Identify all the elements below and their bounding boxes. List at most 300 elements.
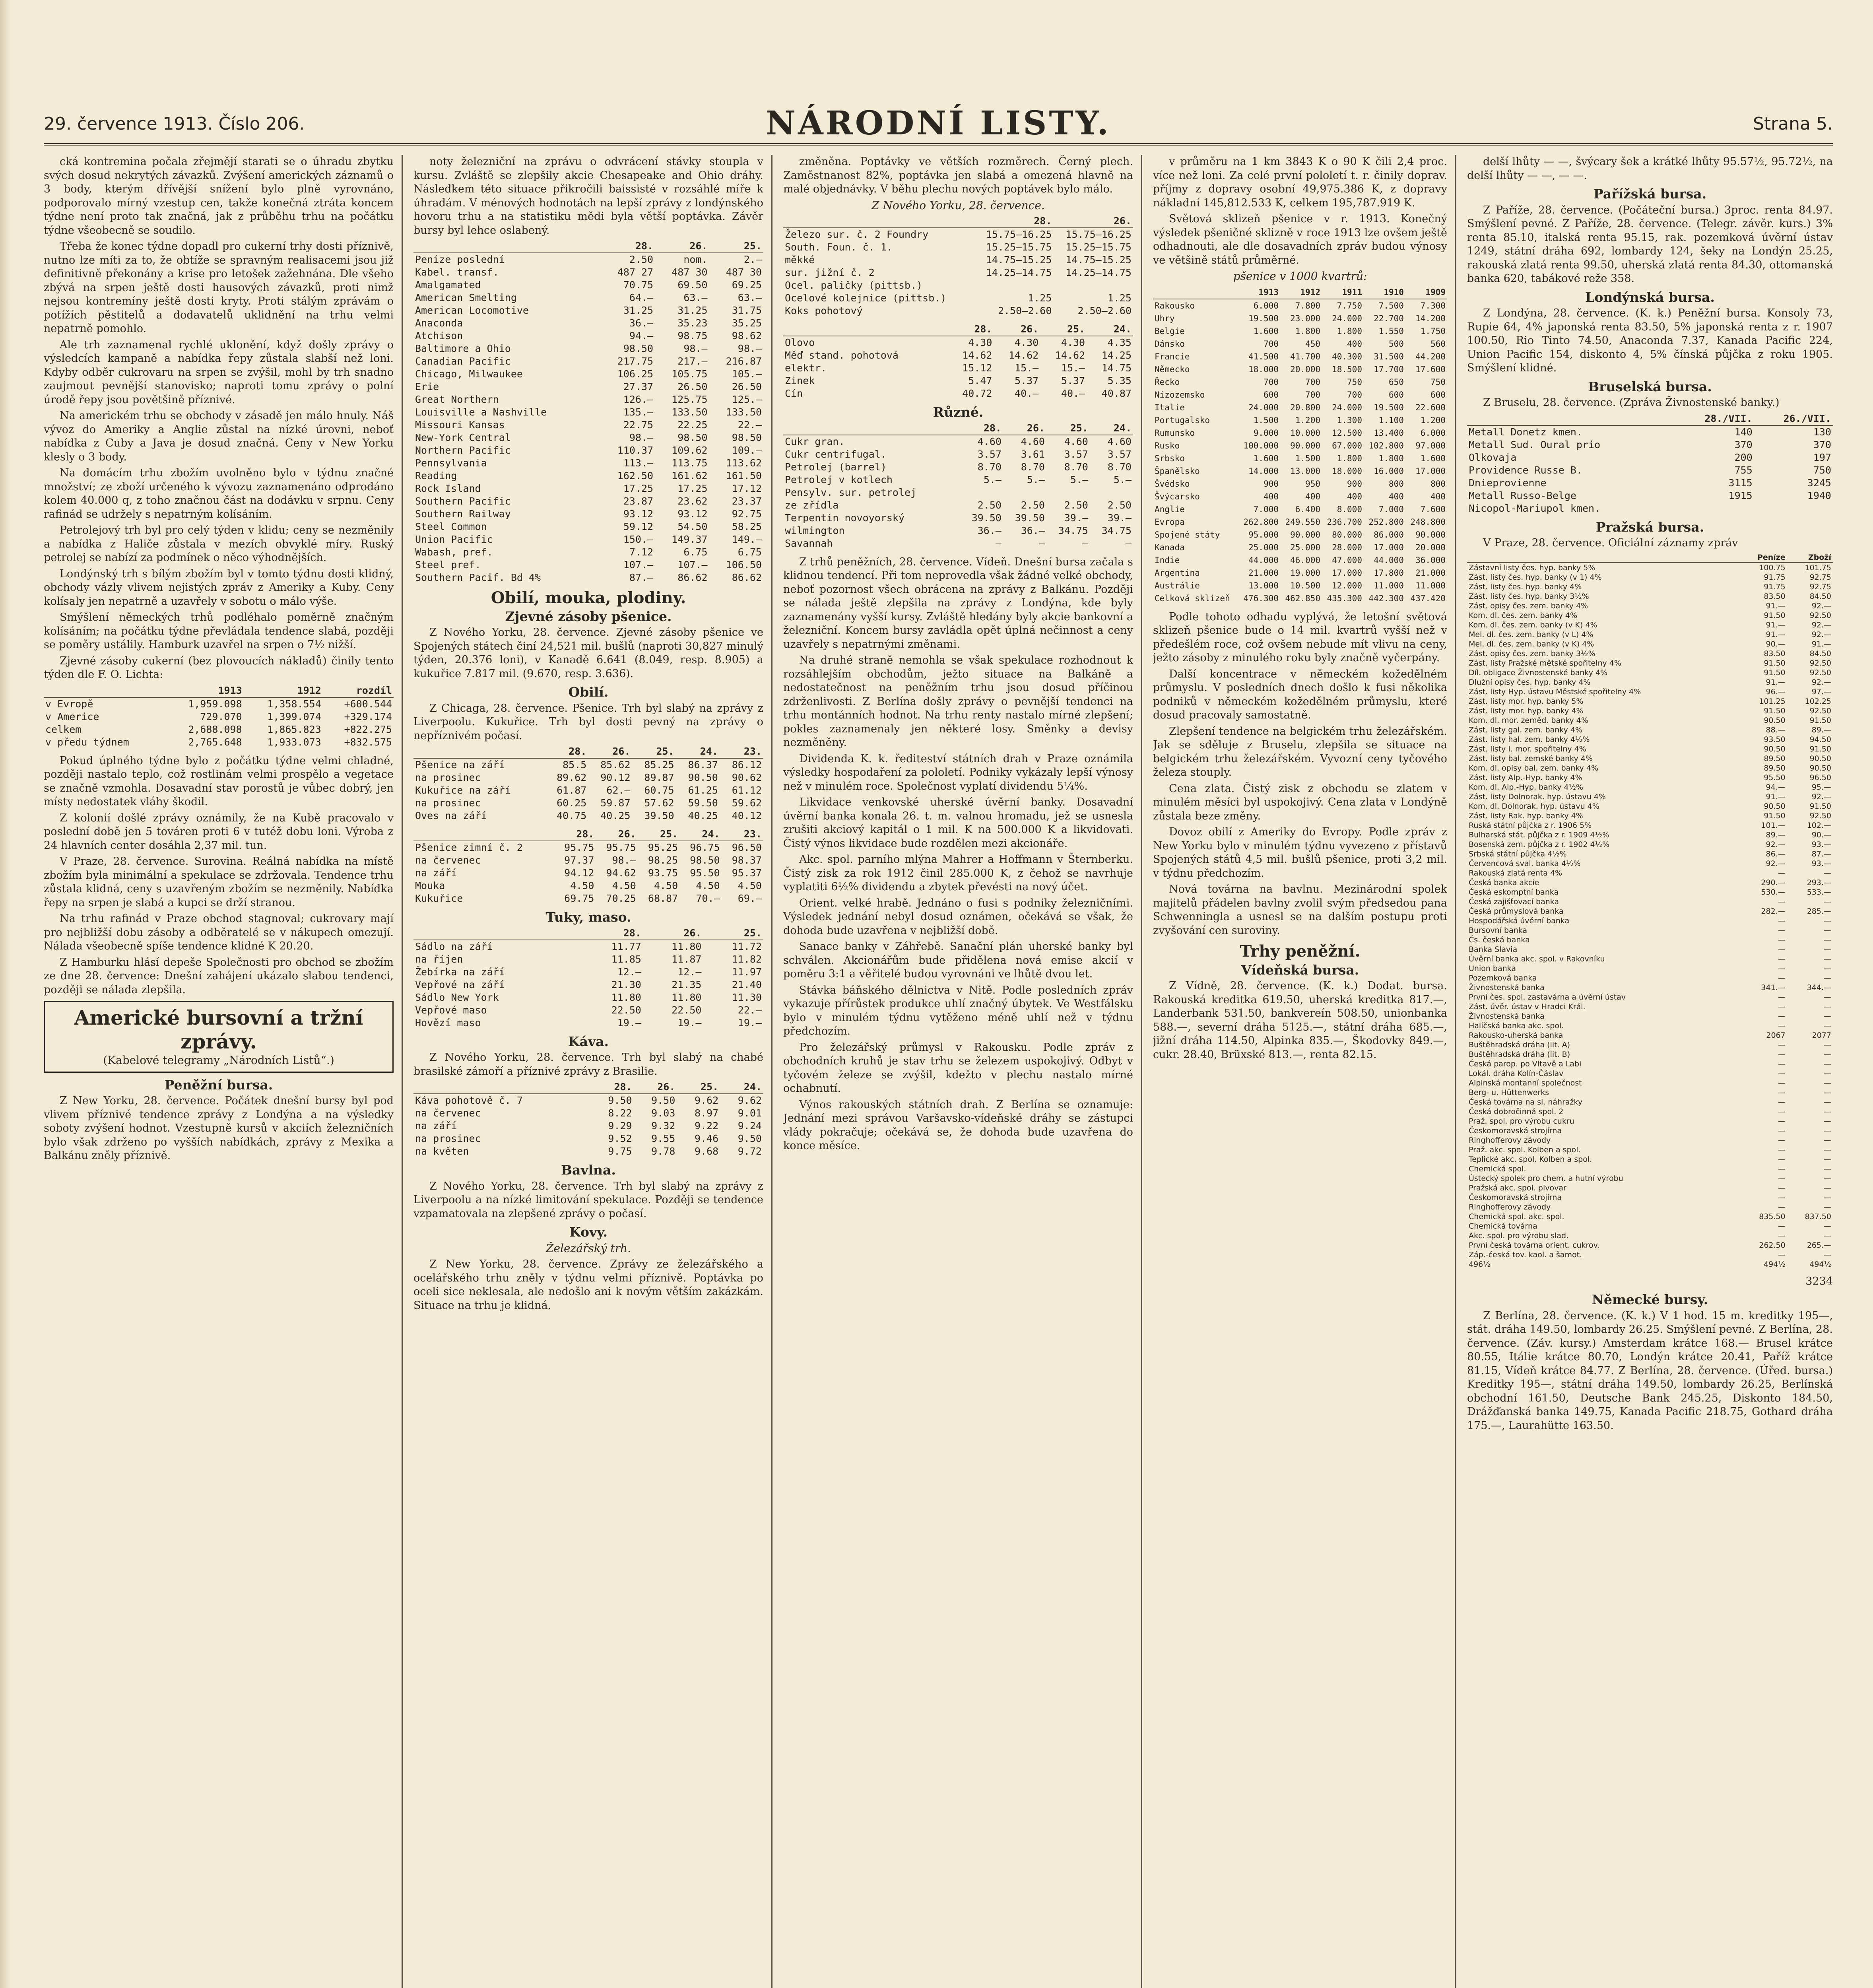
table-row — [1467, 983, 1833, 992]
table-row — [1467, 1260, 1833, 1269]
value-cell: 113.— — [623, 457, 654, 469]
value-cell: 24. — [720, 1081, 763, 1094]
value-cell: — — [1778, 1193, 1786, 1202]
value-cell: — — [1824, 1002, 1831, 1011]
value-cell: 21.000 — [1415, 568, 1446, 578]
table-row — [1467, 935, 1833, 945]
brussels-bourse-text: Z Bruselu, 28. července. (Zpráva Živnostenské banky.) — [1483, 396, 1780, 409]
value-cell: 58.25 — [732, 521, 762, 532]
value-cell: 89.— — [1811, 725, 1831, 734]
column-4 — [1153, 155, 1447, 1988]
value-cell: 9.75 — [608, 1145, 632, 1157]
value-cell: 86.12 — [732, 759, 762, 771]
table-row — [44, 697, 394, 711]
row-label-cell: Berg- u. Hüttenwerks — [1469, 1088, 1549, 1097]
table-row — [413, 495, 763, 508]
row-label-cell: Živnostenská banka — [1469, 983, 1545, 992]
row-label-cell: na prosinec — [415, 1133, 481, 1144]
value-cell: 98.— — [738, 343, 762, 354]
value-cell: 16.000 — [1374, 466, 1404, 476]
value-cell: 2,765.648 — [188, 736, 242, 748]
table-row — [783, 241, 1133, 254]
value-cell: 91.50 — [1764, 611, 1786, 620]
iron-prices-table — [783, 215, 1133, 317]
value-cell: 57.62 — [644, 797, 674, 809]
article-paragraph: Dovoz obilí z Ameriky do Evropy. Podle zpráv z New Yorku bylo v minulém týdnu vyvezeno z přístavů Spojených států 4,5 mil. bušlů pšenice, proti 3,2 mil. v týdnu předchozím. — [1153, 826, 1447, 879]
value-cell: 27.37 — [623, 381, 654, 392]
value-cell: 91.— — [1766, 620, 1786, 629]
value-cell: 19.500 — [1374, 402, 1404, 412]
table-row — [413, 879, 763, 892]
value-cell: — — [1824, 868, 1831, 878]
row-label-cell: Amalgamated — [415, 279, 481, 291]
row-label-cell: Kukuřice na září — [415, 784, 511, 796]
value-cell: 40.— — [1061, 388, 1085, 399]
value-cell: 113.62 — [726, 457, 762, 469]
value-cell: 24. — [676, 745, 720, 758]
row-label-cell: 496½ — [1469, 1260, 1491, 1269]
value-cell: 95.75 — [606, 842, 636, 853]
value-cell: 25. — [1040, 323, 1087, 336]
value-cell: 95.50 — [690, 867, 720, 879]
value-cell: 1.800 — [1337, 326, 1362, 336]
row-label-cell: Cukr centrifugal. — [785, 448, 887, 460]
value-cell: 101.— — [1761, 821, 1786, 830]
value-cell: 69.— — [738, 893, 762, 904]
row-label-cell: Kukuřice — [415, 893, 463, 904]
value-cell: 54.50 — [677, 521, 708, 532]
row-label-cell: Česká průmyslová banka — [1469, 907, 1564, 916]
value-cell: — — [1824, 916, 1831, 925]
value-cell: 90.000 — [1290, 530, 1320, 540]
value-cell: 90.50 — [1764, 716, 1786, 725]
table-row — [413, 991, 763, 1004]
value-cell: 100.000 — [1243, 441, 1279, 450]
value-cell: 31.500 — [1374, 351, 1404, 361]
table-row — [1467, 592, 1833, 601]
value-cell: 161.50 — [726, 470, 762, 481]
value-cell: 93.12 — [623, 508, 654, 520]
value-cell: 84.50 — [1809, 649, 1831, 658]
row-label-cell: Zást. listy I. mor. spořitelny 4% — [1469, 744, 1586, 753]
value-cell: 95.50 — [1764, 773, 1786, 782]
column-5 — [1467, 155, 1833, 1988]
row-label-cell: měkké — [785, 254, 815, 266]
row-label-cell: Zástavní listy čes. hyp. banky 5% — [1469, 563, 1595, 572]
coffee-text: Z Nového Yorku, 28. července. Trh byl slabý na chabé brasilské zámoří a příznivé zprávy z Brasilie. — [413, 1051, 763, 1077]
value-cell: 86.— — [1766, 849, 1786, 858]
row-label-cell: Kom. dl. mor. zeměd. banky 4% — [1469, 716, 1588, 725]
row-label-cell: Providence Russe B. — [1469, 464, 1582, 476]
value-cell: 39.— — [1107, 512, 1132, 524]
value-cell: — — [1824, 992, 1831, 1002]
value-cell: 26.50 — [732, 381, 762, 392]
value-cell: 11.80 — [672, 991, 702, 1003]
value-cell: 25. — [677, 1081, 720, 1094]
value-cell: 36.— — [629, 317, 654, 329]
value-cell: 14.25—14.75 — [986, 267, 1052, 278]
value-cell: 700 — [1347, 390, 1362, 400]
row-label-cell: Halíčská banka akc. spol. — [1469, 1021, 1564, 1030]
table-row — [1467, 477, 1833, 489]
row-label-cell: Anaconda — [415, 317, 463, 329]
row-label-cell: Chemická spol. — [1469, 1164, 1526, 1173]
row-label-cell: Zást. opisy čes. zem. banky 4% — [1469, 601, 1588, 610]
value-cell: 217.— — [677, 355, 708, 367]
value-cell: 91.50 — [1809, 744, 1831, 753]
table-row — [413, 444, 763, 457]
value-cell: 18.500 — [1332, 364, 1362, 374]
value-cell: 97.— — [1811, 687, 1831, 696]
page-header — [44, 99, 1833, 146]
row-label-cell: Atchison — [415, 330, 463, 342]
row-label-cell: Zást. listy hal. zem. banky 4½% — [1469, 735, 1590, 744]
value-cell: 1,358.554 — [267, 698, 321, 710]
row-label-cell: Steel pref. — [415, 559, 481, 571]
value-cell: 28. — [947, 323, 994, 336]
table-header-row — [1153, 286, 1447, 299]
value-cell: 21.000 — [1248, 568, 1279, 578]
money-bourse-text: Z New Yorku, 28. července. Počátek dnešní bursy byl pod vlivem příznivé tendence zprávy z Londýna a na výsledky soboty zvýšení hodnot. Vzestupně kursů v akciích železničních bylo však zdrženo po vyšších nabídkách, zprávy z Mexika a Balkánu zněly příznivě. — [44, 1095, 394, 1162]
table-row — [1467, 992, 1833, 1002]
row-label-cell: na prosinec — [415, 797, 481, 809]
table-row — [413, 368, 763, 381]
value-cell: — — [1778, 1088, 1786, 1097]
value-cell: 290.— — [1761, 878, 1786, 887]
row-label-cell: Bulharská stát. půjčka z r. 1909 4½% — [1469, 830, 1609, 839]
value-cell: 11.87 — [672, 953, 702, 965]
table-row — [1467, 964, 1833, 973]
row-label-cell: Missouri Kansas — [415, 419, 505, 431]
value-cell: 20.000 — [1415, 542, 1446, 552]
row-label-cell: Buštěhradská dráha (lit. A) — [1469, 1040, 1570, 1049]
row-label-cell: Zást. listy gal. zem. banky 4% — [1469, 725, 1583, 734]
table-row — [1467, 425, 1833, 439]
value-cell: 109.62 — [672, 445, 708, 456]
value-cell: 28.000 — [1332, 542, 1362, 552]
value-cell: 9.24 — [738, 1120, 762, 1132]
row-label-cell: Southern Railway — [415, 508, 511, 520]
article-paragraph: Výnos rakouských státních drah. Z Berlína se oznamuje: Jednání mezi správou Varšavsko-vídeňské dráhy se zástupci vlády pokračuje; očekává se, že dohoda bude uzavřena do konce měsíce. — [783, 1098, 1133, 1152]
value-cell: 5.35 — [1107, 375, 1132, 386]
value-cell: 12.000 — [1332, 580, 1362, 590]
row-label-cell: Chemická továrna — [1469, 1221, 1537, 1231]
table-row — [413, 810, 763, 822]
row-label-cell: Spojené státy — [1155, 530, 1220, 540]
value-cell: 2.50 — [977, 499, 1002, 511]
table-row — [413, 1120, 763, 1132]
value-cell: 97.000 — [1415, 441, 1446, 450]
value-cell: 84.50 — [1809, 592, 1831, 601]
value-cell: 17.700 — [1374, 364, 1404, 374]
article-paragraph: Třeba že konec týdne dopadl pro cukerní trhy dosti příznivě, nutno lze míti za to, že obtíže se spravným realisacemi jsou již definitivně překonány a krise pro letošek zažehnána. Dle všeho zbývá na srpen ještě dosti hausových závazků, proti nimž nejsou kontremíny ještě dosti kryty. Proti stálým zprávám o potížích pěstitelů a dodavatelů uklidnění na trhu velmi nepatrně pomohlo. — [44, 240, 394, 335]
value-cell: 21.40 — [732, 978, 762, 990]
value-cell: 41.500 — [1248, 351, 1279, 361]
value-cell: 19.— — [617, 1017, 641, 1029]
value-cell: 9.03 — [651, 1107, 675, 1119]
table-row — [413, 867, 763, 879]
value-cell: 41.700 — [1290, 351, 1320, 361]
row-label-cell: South. Foun. č. 1. — [785, 241, 893, 253]
value-cell: 2.50 — [1107, 499, 1132, 511]
value-cell: 25. — [632, 745, 676, 758]
row-label-cell: Česká parop. po Vltavě a Labi — [1469, 1059, 1582, 1068]
column-1 — [44, 155, 394, 1988]
cotton-heading: Bavlna. — [561, 1162, 616, 1178]
value-cell: 600 — [1264, 390, 1279, 400]
american-bourse-subtitle: (Kabelové telegramy „Národních Listů“.) — [103, 1054, 334, 1067]
value-cell: 101.75 — [1805, 563, 1831, 572]
row-label-cell: Česká dobročinná spol. 2 — [1469, 1107, 1564, 1116]
table-row — [783, 349, 1133, 362]
value-cell: 96.50 — [1809, 773, 1831, 782]
value-cell: 1.25 — [1107, 292, 1132, 304]
value-cell: 95.37 — [732, 867, 762, 879]
value-cell: — — [1778, 1231, 1786, 1240]
row-label-cell: Vepřové maso — [415, 1004, 487, 1016]
table-row — [1467, 563, 1833, 573]
value-cell: 450 — [1305, 339, 1320, 349]
value-cell: 70.25 — [606, 893, 636, 904]
row-label-cell: Southern Pacific — [415, 495, 511, 507]
value-cell: 9.29 — [608, 1120, 632, 1132]
misc-commodities-table — [783, 422, 1133, 550]
value-cell: — — [1824, 954, 1831, 963]
row-label-cell: Ocelové kolejnice (pittsb.) — [785, 292, 947, 304]
value-cell: 755 — [1734, 464, 1753, 476]
row-label-cell: Bosenská zem. půjčka z r. 1902 4½% — [1469, 840, 1610, 849]
value-cell: 86.62 — [677, 572, 708, 583]
table-header-row — [413, 927, 763, 940]
value-cell: 89.50 — [1764, 763, 1786, 773]
table-row — [1467, 1097, 1833, 1107]
value-cell: 61.12 — [732, 784, 762, 796]
value-cell: 9.62 — [738, 1095, 762, 1106]
value-cell: — — [1778, 1021, 1786, 1030]
value-cell: 5.— — [1113, 474, 1132, 485]
value-cell: 25. — [638, 828, 679, 841]
value-cell: — — [1824, 1174, 1831, 1183]
row-label-cell: Zást. listy čes. hyp. banky 4% — [1469, 582, 1582, 591]
value-cell: 67.000 — [1332, 441, 1362, 450]
value-cell: 102.25 — [1805, 697, 1831, 706]
sugar-stocks-table — [44, 684, 394, 749]
row-label-cell: Banka Slavia — [1469, 945, 1518, 954]
value-cell: 462.850 — [1285, 593, 1320, 603]
value-cell: 28. — [582, 927, 643, 940]
value-cell: — — [1824, 1250, 1831, 1259]
table-row — [1467, 954, 1833, 964]
value-cell: 22.75 — [623, 419, 654, 431]
value-cell: 87.— — [1811, 849, 1831, 858]
row-label-cell: Nicopol-Mariupol kmen. — [1469, 502, 1601, 514]
value-cell: 14.75—15.25 — [1066, 254, 1132, 266]
value-cell: 85.5 — [563, 759, 587, 771]
value-cell: 7.300 — [1420, 301, 1446, 311]
value-cell: 1912 — [244, 684, 323, 697]
article-paragraph: Na trhu rafinád v Praze obchod stagnoval; cukrovary mají pro nejbližší dobu zásoby a odběratelé se v nákupech omezují. Nálada všeobecně spíše tendence klidné K 20.20. — [44, 912, 394, 952]
table-row — [1467, 907, 1833, 916]
value-cell: 61.25 — [688, 784, 718, 796]
table-row — [1467, 639, 1833, 649]
page-number: Strana 5. — [1753, 114, 1833, 134]
value-cell: 24.000 — [1332, 402, 1362, 412]
value-cell: — — [1824, 1088, 1831, 1097]
row-label-cell: Southern Pacif. Bd 4% — [415, 572, 541, 583]
value-cell: — — [1778, 1145, 1786, 1154]
value-cell: — — [1824, 935, 1831, 944]
metals-heading: Kovy. — [569, 1224, 608, 1240]
row-label-cell: Mel. dl. čes. zem. banky (v K) 4% — [1469, 639, 1594, 648]
value-cell: 1.100 — [1378, 415, 1404, 425]
table-row — [783, 228, 1133, 241]
table-row — [1467, 502, 1833, 515]
value-cell: 92.— — [1811, 630, 1831, 639]
row-label-cell — [44, 684, 165, 697]
value-cell: 28. — [974, 215, 1054, 228]
table-row — [413, 470, 763, 482]
table-row — [1467, 878, 1833, 887]
value-cell: 91.50 — [1809, 716, 1831, 725]
london-bourse-text: Z Londýna, 28. července. (K. k.) Peněžní bursa. Konsoly 73, Rupie 64, 4% japonská renta 83.50, 5% japonská renta z r. 1907 100.50, Rio Tinto 74.50, Anaconda 7.37, Kanada Pacific 224, Union Pacific 154, diskonto 4, 5% čínská půjčka z roku 1905. Smýšlení klidné. — [1467, 307, 1833, 374]
value-cell: 89.— — [1766, 830, 1786, 839]
value-cell: 35.23 — [677, 317, 708, 329]
table-row — [1467, 1126, 1833, 1136]
row-label-cell: Červencová sval. banka 4½% — [1469, 859, 1581, 868]
row-label-cell: Železo sur. č. 2 Foundry — [785, 229, 929, 240]
table-row — [1467, 582, 1833, 592]
value-cell: 4.60 — [1064, 435, 1088, 447]
row-label-cell: Celková sklizeň — [1155, 593, 1230, 603]
value-cell: 7.750 — [1337, 301, 1362, 311]
row-label-cell: elektr. — [785, 362, 827, 374]
table-row — [413, 406, 763, 419]
value-cell: 130 — [1813, 426, 1831, 438]
value-cell: 900 — [1347, 479, 1362, 489]
table-row — [44, 736, 394, 749]
value-cell: 1909 — [1405, 286, 1447, 299]
value-cell: 93.75 — [648, 867, 678, 879]
table-row — [1153, 579, 1447, 592]
row-label-cell: Olkovaja — [1469, 451, 1517, 463]
row-label-cell: Louisville a Nashville — [415, 406, 547, 418]
table-row — [413, 457, 763, 470]
value-cell: 197 — [1813, 451, 1831, 463]
value-cell: 4.60 — [1021, 435, 1045, 447]
value-cell: 4.60 — [977, 435, 1002, 447]
value-cell: 96.75 — [690, 842, 720, 853]
value-cell: 3.57 — [1064, 448, 1088, 460]
row-label-cell: Zást. úvěr. ústav v Hradci Král. — [1469, 1002, 1586, 1011]
value-cell: 13.000 — [1290, 466, 1320, 476]
value-cell: 23. — [720, 745, 763, 758]
table-row — [1467, 1193, 1833, 1202]
row-label-cell: celkem — [45, 723, 82, 735]
value-cell: — — [1778, 973, 1786, 982]
value-cell: 40.75 — [557, 810, 587, 821]
value-cell: 40.25 — [600, 810, 631, 821]
value-cell: 15.— — [1061, 362, 1085, 374]
row-label-cell: Švýcarsko — [1155, 491, 1200, 501]
table-header-row — [783, 323, 1133, 336]
value-cell: — — [1824, 897, 1831, 906]
column-divider — [771, 155, 772, 1988]
value-cell: 2067 — [1766, 1031, 1786, 1040]
cotton-text: Z Nového Yorku, 28. července. Trh byl slabý na zprávy z Liverpoolu a na nízké limitování spekulace. Později se tendence vzpamatovala na zlepšené zprávy o počasí. — [413, 1180, 763, 1220]
value-cell: 61.87 — [557, 784, 587, 796]
value-cell: 60.25 — [557, 797, 587, 809]
value-cell: 102.— — [1807, 821, 1831, 830]
table-row — [413, 546, 763, 559]
row-label-cell: Česká banka akcie — [1469, 878, 1539, 887]
value-cell: 110.37 — [617, 445, 654, 456]
value-cell: 1915 — [1728, 489, 1753, 501]
table-row — [1467, 926, 1833, 935]
value-cell: 88.— — [1766, 725, 1786, 734]
row-label-cell: Žebírka na září — [415, 966, 505, 978]
value-cell: 19.— — [677, 1017, 702, 1029]
row-label-cell: Metall Donetz kmen. — [1469, 426, 1582, 438]
row-label-cell: Sádlo New York — [415, 991, 499, 1003]
table-row — [1467, 973, 1833, 983]
ny-stocks-table — [413, 240, 763, 584]
value-cell: 25.000 — [1248, 542, 1279, 552]
value-cell: 560 — [1430, 339, 1446, 349]
value-cell: 9.01 — [738, 1107, 762, 1119]
value-cell: 10.500 — [1290, 580, 1320, 590]
value-cell: 4.50 — [612, 880, 636, 891]
row-label-cell: Great Northern — [415, 394, 499, 405]
table-row — [1467, 849, 1833, 859]
value-cell: 17.25 — [623, 483, 654, 494]
value-cell: 236.700 — [1327, 517, 1362, 527]
table-row — [413, 797, 763, 810]
table-row — [1467, 678, 1833, 687]
value-cell: 95.000 — [1248, 530, 1279, 540]
row-label-cell — [783, 215, 974, 228]
value-cell: 92.— — [1811, 620, 1831, 629]
row-label-cell: Českomoravská strojírna — [1469, 1126, 1562, 1135]
row-label-cell: Zást. listy čes. hyp. banky (v 1) 4% — [1469, 573, 1602, 582]
value-cell: 7.000 — [1378, 504, 1404, 514]
row-label-cell: American Locomotive — [415, 305, 529, 316]
table-row — [783, 387, 1133, 400]
value-cell: — — [1824, 1193, 1831, 1202]
value-cell: 44.000 — [1248, 555, 1279, 565]
row-label-cell: Indie — [1155, 555, 1180, 565]
value-cell: 262.800 — [1243, 517, 1279, 527]
value-cell: — — [1778, 1059, 1786, 1068]
value-cell: — — [1778, 926, 1786, 935]
value-cell: 97.37 — [564, 854, 594, 866]
value-cell: 80.000 — [1332, 530, 1362, 540]
row-label-cell: Kanada — [1155, 542, 1185, 552]
table-row — [1153, 516, 1447, 528]
table-row — [1467, 451, 1833, 464]
table-row — [1467, 1116, 1833, 1126]
row-label-cell — [1467, 553, 1739, 563]
misc-heading: Různé. — [933, 404, 984, 420]
column-3-dateline: Z Nového Yorku, 28. července. — [871, 198, 1045, 212]
table-row — [783, 336, 1133, 349]
value-cell: — — [1824, 973, 1831, 982]
row-label-cell: Mel. dl. čes. zem. banky (v L) 4% — [1469, 630, 1594, 639]
value-cell: 1.600 — [1420, 453, 1446, 463]
vienna-bourse-text: Z Vídně, 28. července. (K. k.) Dodat. bursa. Rakouská kreditka 619.50, uherská kreditka 817.—, Landerbank 531.50, bankvereín 508.50, unionbanka 588.—, severní dráha 5125.—, státní dráha 685.—, jižní dráha 114.50, Alpinka 835.—, Škodovky 849.—, cukr. 28.40, Brüxské 813.—, renta 82.15. — [1153, 980, 1447, 1061]
value-cell: 7.800 — [1295, 301, 1320, 311]
table-row — [413, 342, 763, 355]
value-cell: 7.000 — [1253, 504, 1279, 514]
